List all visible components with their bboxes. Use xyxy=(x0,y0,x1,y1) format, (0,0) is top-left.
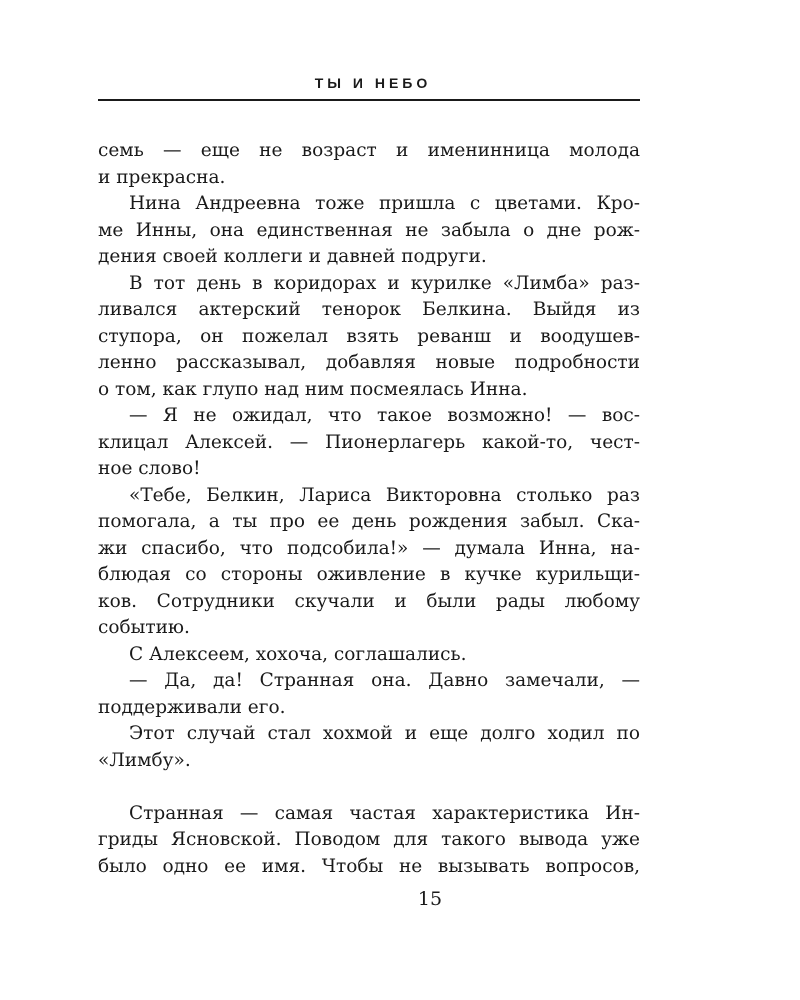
text-line: семь — еще не возраст и именинница молода xyxy=(98,140,640,161)
text-line: С Алексеем, хохоча, соглашались. xyxy=(129,643,467,665)
text-line: ливался актерский тенорок Белкина. Выйдя из xyxy=(98,299,640,320)
book-page xyxy=(98,70,640,880)
text-line: «Тебе, Белкин, Лариса Викторовна столько раз xyxy=(129,484,640,506)
header-rule xyxy=(98,99,640,101)
text-line: ступора, он пожелал взять реванш и воодушев- xyxy=(98,325,640,347)
text-line: ков. Сотрудники скучали и были рады любому xyxy=(98,590,640,612)
text-line: клицал Алексей. — Пионерлагерь какой-то, чест- xyxy=(98,431,640,453)
text-line: ное слово! xyxy=(98,458,201,479)
text-line: было одно ее имя. Чтобы не вызывать вопросов, xyxy=(98,855,640,877)
text-line: Странная — самая частая характеристика Ин- xyxy=(129,802,640,824)
text-line: — Да, да! Странная она. Давно замечали, — xyxy=(129,670,640,691)
text-line: и прекрасна. xyxy=(98,166,226,188)
text-line: помогала, а ты про ее день рождения забыл. Ска- xyxy=(98,511,640,532)
text-line: ме Инны, она единственная не забыла о дне рож- xyxy=(98,219,640,241)
text-line: жи спасибо, что подсобила!» — думала Инна, на- xyxy=(98,537,640,559)
section-break xyxy=(98,774,640,801)
text-line: — Я не ожидал, что такое возможно! — вос- xyxy=(129,405,640,426)
text-line: поддерживали его. xyxy=(98,696,286,718)
text-line: Нина Андреевна тоже пришла с цветами. Кро- xyxy=(129,193,640,214)
text-line: блюдая со стороны оживление в кучке курильщи- xyxy=(98,564,640,585)
body-text xyxy=(98,138,640,880)
text-line: ленно рассказывал, добавляя новые подробности xyxy=(98,352,640,373)
text-line: «Лимбу». xyxy=(98,749,191,771)
text-line: Этот случай стал хохмой и еще долго ходил по xyxy=(129,723,640,744)
running-head: ТЫ И НЕБО xyxy=(314,75,432,91)
page-number: 15 xyxy=(417,888,443,910)
text-line: дения своей коллеги и давней подруги. xyxy=(98,246,487,267)
text-line: гриды Ясновской. Поводом для такого вывода уже xyxy=(98,829,640,850)
text-line: В тот день в коридорах и курилке «Лимба» раз- xyxy=(129,272,640,294)
text-line: событию. xyxy=(98,617,190,638)
text-line: о том, как глупо над ним посмеялась Инна. xyxy=(98,378,528,400)
